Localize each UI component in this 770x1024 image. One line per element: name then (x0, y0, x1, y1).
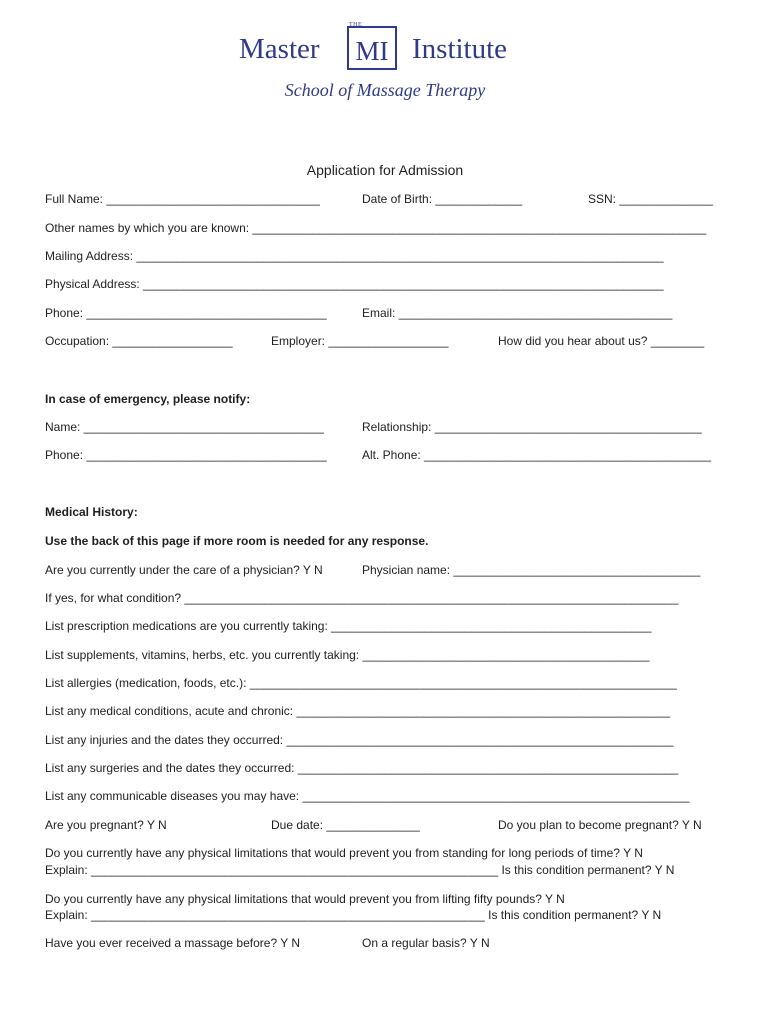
date-of-birth-field[interactable]: Date of Birth: _____________ (362, 192, 523, 206)
medical-conditions-field[interactable]: List any medical conditions, acute and chronic: ________________________________________________________ (45, 704, 671, 718)
employer-field[interactable]: Employer: __________________ (271, 334, 449, 348)
physician-care-question[interactable]: Are you currently under the care of a physician? Y N (45, 563, 323, 577)
logo-mark (347, 26, 397, 70)
logo-tagline: School of Massage Therapy (284, 80, 486, 100)
pregnant-question[interactable]: Are you pregnant? Y N (45, 818, 167, 832)
plan-pregnant-question[interactable]: Do you plan to become pregnant? Y N (498, 818, 702, 832)
occupation-field[interactable]: Occupation: __________________ (45, 334, 233, 348)
emergency-heading: In case of emergency, please notify: (45, 392, 251, 406)
injuries-field[interactable]: List any injuries and the dates they occurred: __________________________________________________________ (45, 733, 674, 747)
regular-basis-question[interactable]: On a regular basis? Y N (362, 936, 490, 950)
standing-limitation-question[interactable]: Do you currently have any physical limitations that would prevent you from standing for long periods of time? Y N (45, 846, 643, 860)
phone-field[interactable]: Phone: ____________________________________ (45, 306, 327, 320)
communicable-diseases-field[interactable]: List any communicable diseases you may have: __________________________________________________________ (45, 789, 690, 803)
logo-word-master: Master (239, 33, 320, 65)
due-date-field[interactable]: Due date: ______________ (271, 818, 420, 832)
emergency-phone-field[interactable]: Phone: ____________________________________ (45, 448, 327, 462)
logo-word-institute: Institute (412, 33, 508, 65)
logo-mi: MI (355, 36, 389, 66)
lifting-explain-field[interactable]: Explain: ___________________________________________________________ Is this condition permanent? Y N (45, 908, 662, 922)
email-field[interactable]: Email: _________________________________________ (362, 306, 673, 320)
physician-name-field[interactable]: Physician name: _____________________________________ (362, 563, 701, 577)
other-names-field[interactable]: Other names by which you are known: ____________________________________________________________________ (45, 221, 707, 235)
medical-heading: Medical History: (45, 505, 138, 519)
lifting-limitation-question[interactable]: Do you currently have any physical limitations that would prevent you from lifting fifty pounds? Y N (45, 892, 565, 906)
mailing-address-field[interactable]: Mailing Address: _______________________________________________________________________________ (45, 249, 664, 263)
prescriptions-field[interactable]: List prescription medications are you currently taking: ________________________________________________ (45, 619, 652, 633)
full-name-field[interactable]: Full Name: ________________________________ (45, 192, 320, 206)
standing-explain-field[interactable]: Explain: _____________________________________________________________ Is this condition permanent? Y N (45, 863, 675, 877)
condition-field[interactable]: If yes, for what condition? __________________________________________________________________________ (45, 591, 679, 605)
medical-note: Use the back of this page if more room is needed for any response. (45, 534, 429, 548)
emergency-relationship-field[interactable]: Relationship: ________________________________________ (362, 420, 702, 434)
emergency-alt-phone-field[interactable]: Alt. Phone: ___________________________________________ (362, 448, 712, 462)
surgeries-field[interactable]: List any surgeries and the dates they occurred: _________________________________________________________ (45, 761, 679, 775)
referral-field[interactable]: How did you hear about us? ________ (498, 334, 705, 348)
massage-before-question[interactable]: Have you ever received a massage before? Y N (45, 936, 301, 950)
form-title: Application for Admission (306, 162, 464, 178)
ssn-field[interactable]: SSN: ______________ (588, 192, 713, 206)
physical-address-field[interactable]: Physical Address: ______________________________________________________________________________ (45, 277, 664, 291)
allergies-field[interactable]: List allergies (medication, foods, etc.): ________________________________________________________________ (45, 676, 677, 690)
supplements-field[interactable]: List supplements, vitamins, herbs, etc. you currently taking: ___________________________________________ (45, 648, 650, 662)
emergency-name-field[interactable]: Name: ____________________________________ (45, 420, 324, 434)
logo-the: THE (349, 22, 363, 28)
